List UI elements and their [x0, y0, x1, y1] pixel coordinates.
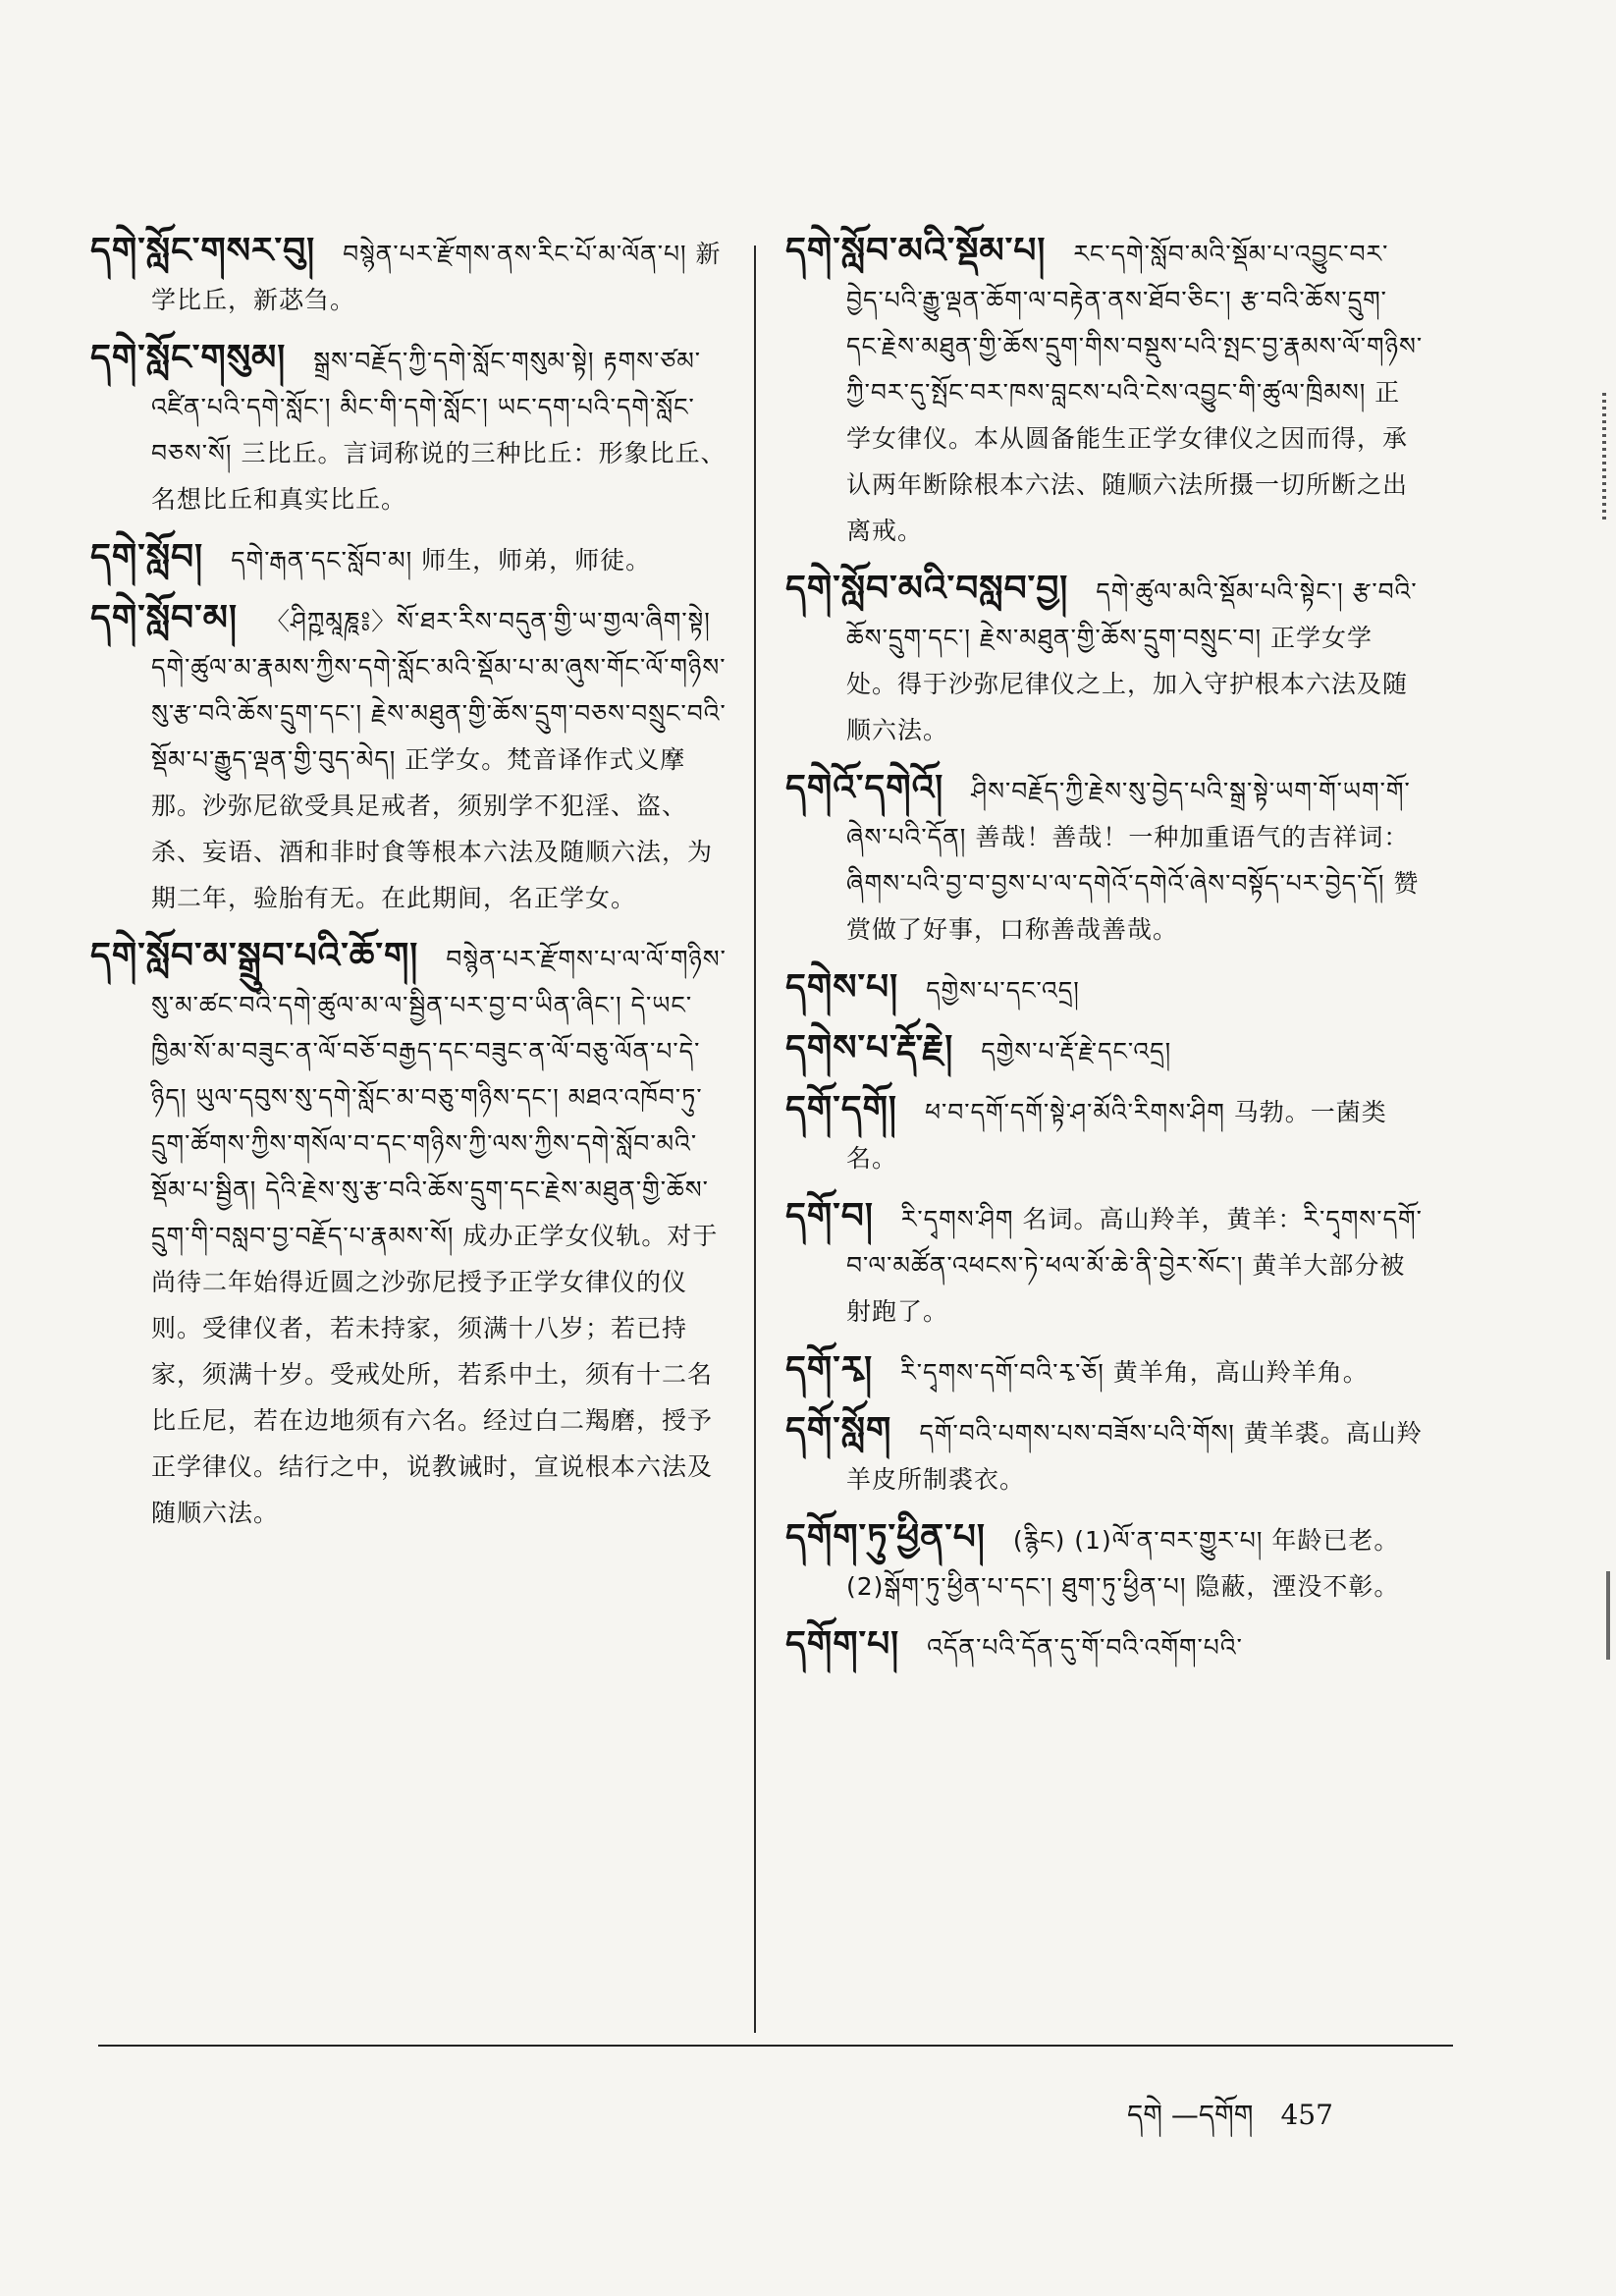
entry-chinese-definition: 正学女律仪。本从圆备能生正学女律仪之因而得，承认两年断除根本六法、随顺六法所摄一切所断之出离戒。: [846, 378, 1409, 545]
dictionary-entry: [785, 765, 1424, 953]
entry-tibetan-definition: འདོན་པའི་དོན་དུ་གོ་བའི་འགོག་པའི་: [927, 1633, 1243, 1662]
column-divider: [754, 246, 756, 2033]
entry-headword: དགོག་ཏུ་ཕྱིན་པ།: [785, 1517, 986, 1558]
dictionary-entry: [785, 1514, 1424, 1610]
entry-headword: དགེ་སློབ་མ།: [90, 598, 238, 638]
entry-tibetan-definition: དགོ་བའི་པགས་པས་བཟོས་པའི་གོས།: [919, 1419, 1244, 1448]
page-footer: [1127, 2084, 1333, 2161]
entry-chinese-example: 赞赏做了好事，口称善哉善哉。: [846, 869, 1420, 944]
footer-rule: [98, 2045, 1453, 2047]
dictionary-entry: [90, 595, 728, 921]
entry-tibetan-definition: (རྙིང) (1)ལོ་ན་བར་གྱུར་པ།: [1012, 1526, 1272, 1555]
dictionary-entry: [785, 1621, 1424, 1670]
entry-tibetan-definition: དགེ་ཚུལ་མའི་སྡོམ་པའི་སྟེང་། རྩ་བའི་ཆོས་དྲུག་དང་། རྗེས་མཐུན་གྱི་ཆོས་དྲུག་བསྲུང་བ།: [846, 577, 1418, 652]
binding-edge-mark: [1606, 1571, 1610, 1660]
entry-tibetan-definition: ཪི་དྭགས་ཤིག: [900, 1205, 1023, 1233]
entry-headword: དགེ་སློབ་མའི་སྡོམ་པ།: [785, 231, 1047, 271]
dictionary-entry: [785, 1025, 1424, 1074]
dictionary-entry: [785, 566, 1424, 753]
entry-tibetan-definition: རང་དགེ་སློབ་མའི་སྡོམ་པ་འབྱུང་བར་བྱེད་པའི་རྒྱུ་ལྡན་ཆོག་ལ་བརྟེན་ནས་ཐོབ་ཅིང་། རྩ་བའི་ཆོས་དྲུག་དང་རྗེས་མཐུན་གྱི་ཆོས་དྲུག་གིས་བསྡུས་པའི་སྤང་བྱ་རྣམས་ལོ་གཉིས་ཀྱི་བར་དུ་སྤོང་བར་ཁས་བླངས་པའི་ངེས་འབྱུང་གི་ཚུལ་ཁྲིམས།: [846, 240, 1424, 407]
entry-headword: དགོག་པ།: [785, 1624, 900, 1665]
entry-tibetan-definition: དགེ་རྒན་དང་སློབ་མ།: [231, 546, 422, 574]
entry-headword: དགོ་རྭ།: [785, 1349, 874, 1390]
dictionary-entry: [785, 1193, 1424, 1335]
entry-tibetan-sense-2: (2)སྒོག་ཏུ་ཕྱིན་པ་དང་། ཐུག་ཏུ་ཕྱིན་པ།: [846, 1572, 1196, 1601]
entry-headword: དགེས་པ་རྡོ་རྗེ།: [785, 1028, 954, 1068]
entry-tibetan-definition: དགྱེས་པ་དང་འདྲ།: [926, 976, 1080, 1005]
entry-headword: དགོ་བ།: [785, 1196, 874, 1236]
entry-chinese-definition: 新学比丘，新苾刍。: [151, 240, 722, 314]
entry-headword: དགེ་སློབ་མ་སྒྲུབ་པའི་ཆོ་ག།: [90, 936, 419, 976]
entry-headword: དགེའོ་དགེའོ།: [785, 768, 944, 808]
entry-chinese-definition: 正学女学处。得于沙弥尼律仪之上，加入守护根本六法及随顺六法。: [846, 624, 1409, 744]
entry-headword: དགེ་སློབ།: [90, 537, 204, 577]
dictionary-entry: [785, 964, 1424, 1013]
dictionary-entry: [785, 1407, 1424, 1503]
entry-headword: དགེ་སློབ་མའི་བསླབ་བྱ།: [785, 569, 1069, 609]
page-number: 457: [1280, 2099, 1333, 2131]
entry-tibetan-definition: བསྙེན་པར་རྫོགས་ནས་རིང་པོ་མ་ལོན་པ།: [343, 240, 696, 268]
entry-tibetan-definition: ཕ་བ་དགོ་དགོ་སྟེ་ཤ་མོའི་རིགས་ཤིག: [924, 1098, 1234, 1126]
dictionary-entry: [785, 1086, 1424, 1181]
entry-tibetan-definition: སྒྲས་བརྗོད་ཀྱི་དགེ་སློང་གསུམ་སྟེ། རྟགས་ཙམ་འཛིན་པའི་དགེ་སློང་། མིང་གི་དགེ་སློང་། ཡང་དག་པའི་དགེ་སློང་བཅས་སོ།: [151, 347, 702, 467]
dictionary-entry: [90, 534, 728, 583]
entry-headword: དགེ་སློང་གསུམ།: [90, 338, 287, 378]
binding-edge-mark: [1602, 393, 1606, 520]
entry-chinese-definition: 三比丘。言词称说的三种比丘：形象比丘、名想比丘和真实比丘。: [151, 439, 727, 514]
dictionary-entry: [90, 335, 728, 522]
dictionary-entry: [785, 1346, 1424, 1395]
entry-tibetan-example: ཞིགས་པའི་བྱ་བ་བྱས་པ་ལ་དགེའོ་དགེའོ་ཞེས་བསྟོད་པར་བྱེད་དོ།: [846, 869, 1394, 898]
entry-headword: དགེས་པ།: [785, 967, 899, 1008]
entry-chinese-definition: 师生，师弟，师徒。: [421, 546, 652, 574]
entry-chinese-definition: 马勃。一菌类名。: [846, 1098, 1387, 1173]
entry-chinese-sense-2: 隐蔽，湮没不彰。: [1195, 1572, 1400, 1601]
dictionary-entry: [90, 228, 728, 323]
page-range-label: དགེ —དགོག: [1127, 2099, 1254, 2131]
entry-chinese-definition: 成办正学女仪轨。对于尚待二年始得近圆之沙弥尼授予正学女律仪的仪则。受律仪者，若未持家，须满十八岁；若已持家，须满十岁。受戒处所，若系中土，须有十二名比丘尼，若在边地须有六名。经过白二羯磨，授予正学律仪。结行之中，说教诫时，宣说根本六法及随顺六法。: [151, 1222, 719, 1527]
entry-chinese-definition: 年龄已老。: [1271, 1526, 1400, 1555]
entry-tibetan-definition: བསྙེན་པར་རྫོགས་པ་ལ་ལོ་གཉིས་སུ་མ་ཚང་བའི་དགེ་ཚུལ་མ་ལ་སྦྱིན་པར་བྱ་བ་ཡིན་ཞིང་། དེ་ཡང་ཁྱིམ་སོ་མ་བཟུང་ན་ལོ་བཅོ་བརྒྱད་དང་བཟུང་ན་ལོ་བཅུ་ལོན་པ་དེ་ཉིད། ཡུལ་དབུས་སུ་དགེ་སློང་མ་བཅུ་གཉིས་དང་། མཐའ་འཁོབ་ཏུ་དྲུག་ཚོགས་ཀྱིས་གསོལ་བ་དང་གཉིས་ཀྱི་ལས་ཀྱིས་དགེ་སློབ་མའི་སྡོམ་པ་སྦྱིན། དེའི་རྗེས་སུ་རྩ་བའི་ཆོས་དྲུག་དང་རྗེས་མཐུན་གྱི་ཆོས་དྲུག་གི་བསླབ་བྱ་བརྗོད་པ་རྣམས་སོ།: [151, 945, 727, 1250]
entry-tibetan-definition: ཤིས་བརྗོད་ཀྱི་རྗེས་སུ་བྱེད་པའི་སྒྲ་སྟེ་ཡག་གོ་ཡག་གོ་ཞེས་པའི་དོན།: [846, 777, 1411, 851]
entry-chinese-definition: 黄羊角，高山羚羊角。: [1112, 1358, 1369, 1387]
entry-chinese-definition: 正学女。梵音译作式义摩那。沙弥尼欲受具足戒者，须别学不犯淫、盗、杀、妄语、酒和非时食等根本六法及随顺六法，为期二年，验胎有无。在此期间，名正学女。: [151, 745, 714, 912]
entry-tibetan-definition: རི་དྭགས་དགོ་བའི་རྭ་ཅོ།: [900, 1358, 1113, 1387]
entry-chinese-definition: 名词。高山羚羊，黄羊：: [1022, 1205, 1304, 1233]
entry-chinese-definition: 黄羊裘。高山羚羊皮所制裘衣。: [846, 1419, 1423, 1494]
dictionary-entry: [90, 933, 728, 1536]
entry-tibetan-example: རི་དྭགས་དགོ་བ་ལ་མཚོན་འཕངས་ཏེ་ཕལ་མོ་ཆེ་ནི་བྱེར་སོང་།: [846, 1205, 1423, 1280]
dictionary-entry: [785, 228, 1424, 554]
entry-headword: དགེ་སློང་གསར་བུ།: [90, 231, 316, 271]
left-column: [90, 228, 728, 1548]
entry-tibetan-definition: 〈ཤིཀྵམཱཎཱ༔〉སོ་ཐར་རིས་བདུན་གྱི་ཡ་གྱལ་ཞིག་སྟེ། དགེ་ཚུལ་མ་རྣམས་ཀྱིས་དགེ་སློང་མའི་སྡོམ་པ་མ་ཞུས་གོང་ལོ་གཉིས་སུ་རྩ་བའི་ཆོས་དྲུག་དང་། རྗེས་མཐུན་གྱི་ཆོས་དྲུག་བཅས་བསྲུང་བའི་སྡོམ་པ་རྒྱུད་ལྡན་གྱི་བུད་མེད།: [151, 607, 727, 774]
right-column: [785, 228, 1424, 1682]
entry-headword: དགོ་སློག: [785, 1410, 892, 1450]
entry-chinese-definition: 善哉！善哉！一种加重语气的吉祥词：: [975, 823, 1410, 851]
entry-chinese-example: 黄羊大部分被射跑了。: [846, 1251, 1406, 1326]
entry-headword: དགོ་དགོ།: [785, 1089, 897, 1129]
entry-tibetan-definition: དགྱེས་པ་རྡོ་རྗེ་དང་འདྲ།: [981, 1037, 1172, 1066]
